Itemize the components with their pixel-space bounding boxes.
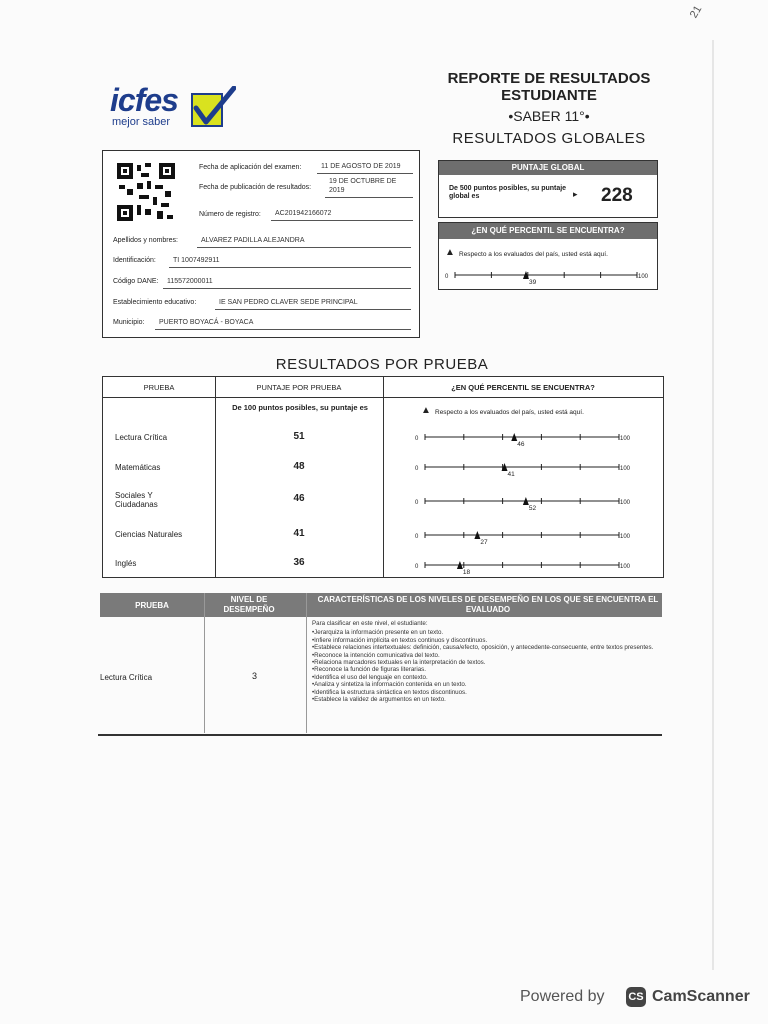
school-value: IE SAN PEDRO CLAVER SEDE PRINCIPAL bbox=[219, 299, 358, 306]
camscanner-logo-icon: CS bbox=[626, 987, 646, 1007]
global-percentile-box bbox=[438, 222, 658, 290]
col-header-score: PUNTAJE POR PRUEBA bbox=[256, 383, 342, 392]
level-item: •Identifica el uso del lenguaje en contexto. bbox=[312, 673, 428, 681]
page-edge-shadow bbox=[712, 40, 714, 970]
level-description bbox=[312, 620, 658, 703]
col-divider bbox=[204, 593, 205, 733]
id-label: Identificación: bbox=[113, 257, 156, 264]
percentile-value: 39 bbox=[528, 279, 537, 286]
report-title: REPORTE DE RESULTADOS ESTUDIANTE bbox=[447, 70, 651, 104]
global-results-heading: RESULTADOS GLOBALES bbox=[452, 130, 646, 147]
arrow-right-icon: ▸ bbox=[573, 189, 578, 199]
level-item: •Infiere información implícita en textos continuos y discontinuos. bbox=[312, 636, 488, 644]
level-item: •Analiza y sintetiza la información contenida en un texto. bbox=[312, 681, 467, 689]
score-note: De 100 puntos posibles, su puntaje es bbox=[232, 403, 368, 412]
field-underline bbox=[169, 267, 411, 268]
scale-end-label: 100 bbox=[620, 500, 631, 506]
dane-value: 115572000011 bbox=[167, 278, 213, 285]
global-score-text: De 500 puntos posibles, su puntaje global es bbox=[449, 185, 567, 200]
icfes-logo-text: icfes bbox=[110, 82, 178, 118]
global-percentile-scale bbox=[445, 267, 651, 287]
municipality-label: Municipio: bbox=[113, 319, 145, 326]
scale-start-label: 0 bbox=[415, 466, 419, 472]
levels-col-test: PRUEBA bbox=[135, 601, 169, 610]
test-score: 48 bbox=[293, 461, 305, 472]
global-percentile-note: Respecto a los evaluados del país, usted está aquí. bbox=[459, 251, 608, 258]
icfes-tagline: mejor saber bbox=[112, 116, 171, 128]
scale-start-label: 0 bbox=[445, 274, 449, 280]
field-underline bbox=[155, 329, 411, 330]
school-label: Establecimiento educativo: bbox=[113, 299, 197, 306]
level-item: •Establece la validez de argumentos en un texto. bbox=[312, 696, 446, 704]
level-value: 3 bbox=[252, 671, 258, 681]
test-score: 41 bbox=[293, 528, 305, 539]
col-divider bbox=[215, 377, 216, 577]
scale-end-label: 100 bbox=[620, 564, 631, 570]
scale-start-label: 0 bbox=[415, 534, 419, 540]
global-score-value: 228 bbox=[601, 185, 633, 206]
test-name: Matemáticas bbox=[115, 463, 161, 472]
scale-end-label: 100 bbox=[620, 436, 631, 442]
level-item: •Reconoce la función de figuras literarias. bbox=[312, 666, 426, 674]
test-percentile-scales bbox=[415, 421, 633, 577]
by-test-title: RESULTADOS POR PRUEBA bbox=[275, 356, 489, 373]
levels-col-desc: CARACTERÍSTICAS DE LOS NIVELES DE DESEMPEÑO EN LOS QUE SE ENCUENTRA EL EVALUADO bbox=[317, 595, 659, 614]
publication-date-label: Fecha de publicación de resultados: bbox=[199, 184, 312, 191]
field-underline bbox=[215, 309, 411, 310]
field-underline bbox=[325, 197, 413, 198]
level-intro: Para clasificar en este nivel, el estudiante: bbox=[312, 620, 428, 627]
level-item: •Relaciona marcadores textuales en la interpretación de textos. bbox=[312, 659, 486, 667]
test-score: 46 bbox=[293, 493, 305, 504]
col-divider bbox=[383, 377, 384, 577]
level-item: •Identifica la estructura sintáctica en textos discontinuos. bbox=[312, 688, 467, 696]
field-underline bbox=[271, 220, 413, 221]
test-score: 36 bbox=[293, 557, 305, 568]
results-by-test-table bbox=[102, 376, 664, 578]
marker-triangle-icon: ▲ bbox=[445, 247, 455, 258]
municipality-value: PUERTO BOYACÁ - BOYACA bbox=[159, 319, 254, 326]
scale-end-label: 100 bbox=[638, 274, 649, 280]
scale-start-label: 0 bbox=[415, 436, 419, 442]
scale-start-label: 0 bbox=[415, 564, 419, 570]
percentile-value: 27 bbox=[480, 539, 488, 546]
percentile-value: 41 bbox=[507, 471, 515, 478]
global-percentile-header: ¿EN QUÉ PERCENTIL SE ENCUENTRA? bbox=[439, 223, 657, 239]
scale-start-label: 0 bbox=[415, 500, 419, 506]
student-info-card bbox=[102, 150, 420, 338]
level-item: •Jerarquiza la información presente en un texto. bbox=[312, 629, 444, 637]
level-item: •Reconoce la intención comunicativa del texto. bbox=[312, 651, 440, 659]
powered-by-text: Powered by bbox=[520, 988, 605, 1005]
camscanner-name: CamScanner bbox=[652, 988, 750, 1005]
field-underline bbox=[163, 288, 411, 289]
section-bottom-rule bbox=[98, 734, 662, 736]
registration-value: AC201942166072 bbox=[275, 210, 332, 217]
level-item: •Establece relaciones intertextuales: definición, causa/efecto, oposición, y antecedente-consecuente, entre textos presentes. bbox=[312, 644, 654, 652]
field-underline bbox=[197, 247, 411, 248]
percentile-note: Respecto a los evaluados del país, usted está aquí. bbox=[435, 409, 584, 416]
test-name: Sociales Y Ciudadanas bbox=[115, 491, 158, 509]
global-score-header: PUNTAJE GLOBAL bbox=[439, 161, 657, 175]
col-header-percentile: ¿EN QUÉ PERCENTIL SE ENCUENTRA? bbox=[451, 383, 595, 392]
percentile-value: 18 bbox=[462, 569, 471, 576]
level-test-name: Lectura Crítica bbox=[100, 673, 153, 682]
page-number: 21 bbox=[687, 3, 705, 21]
id-value: TI 1007492911 bbox=[173, 257, 220, 264]
exam-date-label: Fecha de aplicación del examen: bbox=[199, 164, 302, 171]
exam-date-value: 11 DE AGOSTO DE 2019 bbox=[321, 163, 401, 170]
levels-header bbox=[100, 593, 662, 617]
scale-end-label: 100 bbox=[620, 534, 631, 540]
percentile-value: 52 bbox=[528, 505, 537, 512]
marker-triangle-icon: ▲ bbox=[421, 405, 431, 416]
field-underline bbox=[317, 173, 413, 174]
test-name: Lectura Crítica bbox=[115, 433, 168, 442]
saber-label: •SABER 11°• bbox=[508, 108, 590, 124]
levels-col-level: NIVEL DE DESEMPEÑO bbox=[223, 595, 275, 614]
col-divider bbox=[306, 593, 307, 733]
percentile-value: 46 bbox=[517, 441, 525, 448]
publication-date-value: 19 DE OCTUBRE DE 2019 bbox=[329, 178, 397, 194]
name-value: ALVAREZ PADILLA ALEJANDRA bbox=[201, 237, 305, 244]
col-header-test: PRUEBA bbox=[143, 383, 175, 392]
test-score: 51 bbox=[293, 431, 305, 442]
registration-label: Número de registro: bbox=[199, 211, 261, 218]
name-label: Apellidos y nombres: bbox=[113, 237, 178, 244]
dane-label: Código DANE: bbox=[113, 278, 159, 285]
global-score-box bbox=[438, 160, 658, 218]
test-name: Ciencias Naturales bbox=[115, 530, 183, 539]
qr-code-icon bbox=[117, 163, 175, 221]
test-name: Inglés bbox=[115, 559, 137, 568]
scale-end-label: 100 bbox=[620, 466, 631, 472]
checkmark-logo-icon bbox=[190, 86, 236, 128]
